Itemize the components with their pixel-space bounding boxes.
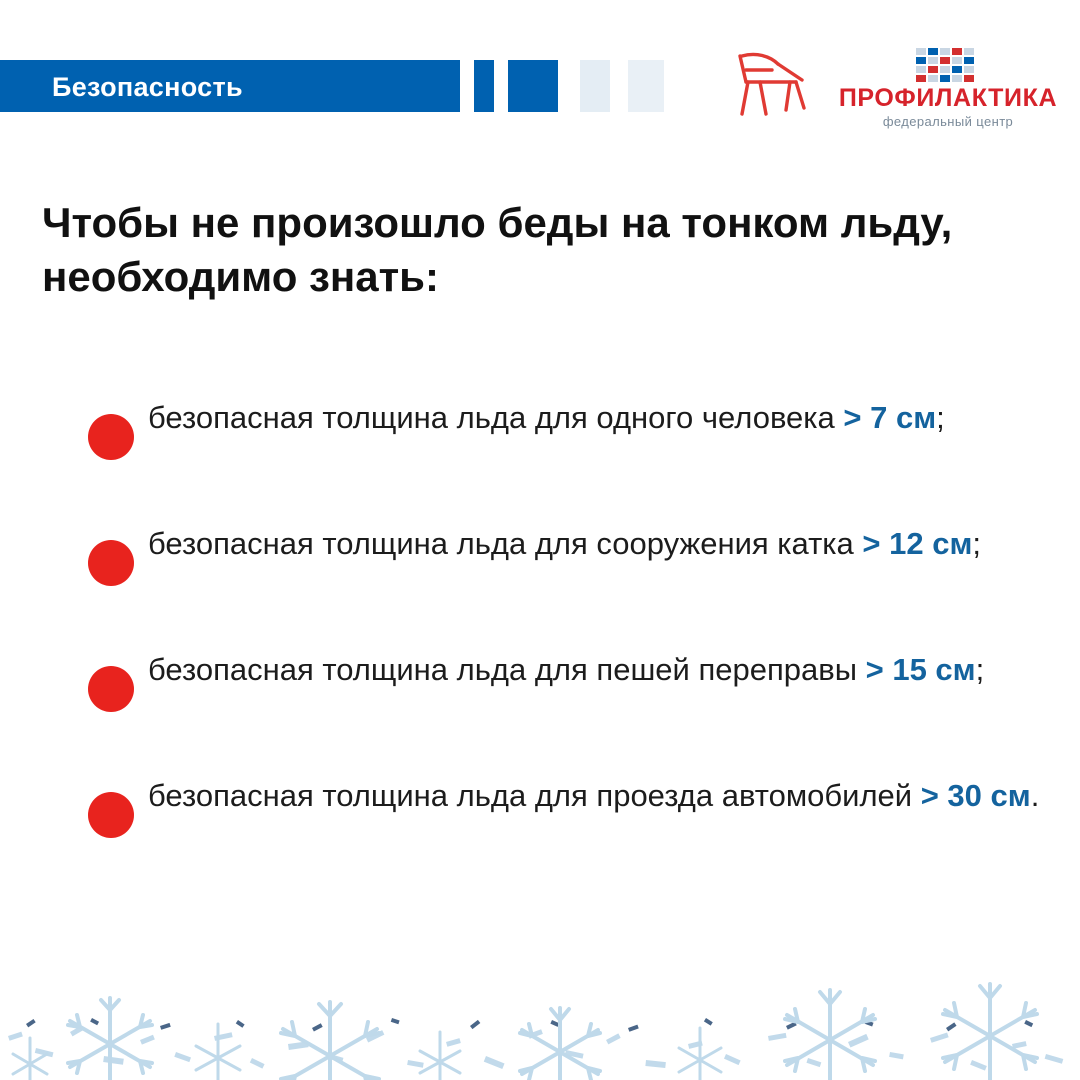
list-item-text (148, 770, 1044, 817)
bullet-dot-icon (88, 414, 134, 460)
chair-icon (726, 50, 812, 118)
bullet-dot-icon (88, 792, 134, 838)
list-item-text (148, 518, 1044, 565)
list-item-value: > 7 см (843, 400, 937, 435)
list-item (44, 392, 1044, 518)
page-title: Чтобы не произошло беды на тонком льду, необходимо знать: (42, 199, 953, 300)
header-stripe-2 (508, 60, 558, 112)
logo-title: ПРОФИЛАКТИКА (838, 84, 1058, 112)
category-label: Безопасность (52, 72, 243, 102)
logo (836, 48, 1060, 129)
snowflakes-decoration (0, 940, 1080, 1080)
list-item (44, 644, 1044, 770)
bullet-dot-icon (88, 540, 134, 586)
logo-grid-icon (916, 48, 974, 82)
header-stripe-3 (580, 60, 610, 112)
bullet-dot-icon (88, 666, 134, 712)
safety-thickness-list (44, 392, 1044, 896)
list-item-suffix: . (1030, 778, 1040, 813)
page-header (0, 0, 1080, 138)
logo-subtitle: федеральный центр (882, 114, 1014, 129)
list-item-suffix: ; (975, 652, 985, 687)
list-item-prefix: безопасная толщина льда для пешей переправы (148, 652, 866, 687)
list-item-text (148, 392, 1044, 439)
list-item-value: > 12 см (862, 526, 973, 561)
list-item-suffix: ; (936, 400, 945, 435)
list-item (44, 770, 1044, 896)
list-item-prefix: безопасная толщина льда для проезда автомобилей (148, 778, 921, 813)
list-item-value: > 15 см (865, 652, 976, 687)
list-item-suffix: ; (972, 526, 982, 561)
list-item-prefix: безопасная толщина льда для сооружения катка (148, 526, 863, 561)
header-stripe-1 (474, 60, 494, 112)
list-item (44, 518, 1044, 644)
list-item-text (148, 644, 1044, 691)
list-item-prefix: безопасная толщина льда для одного человека (148, 400, 844, 435)
list-item-value: > 30 см (920, 778, 1031, 813)
header-stripe-4 (628, 60, 664, 112)
